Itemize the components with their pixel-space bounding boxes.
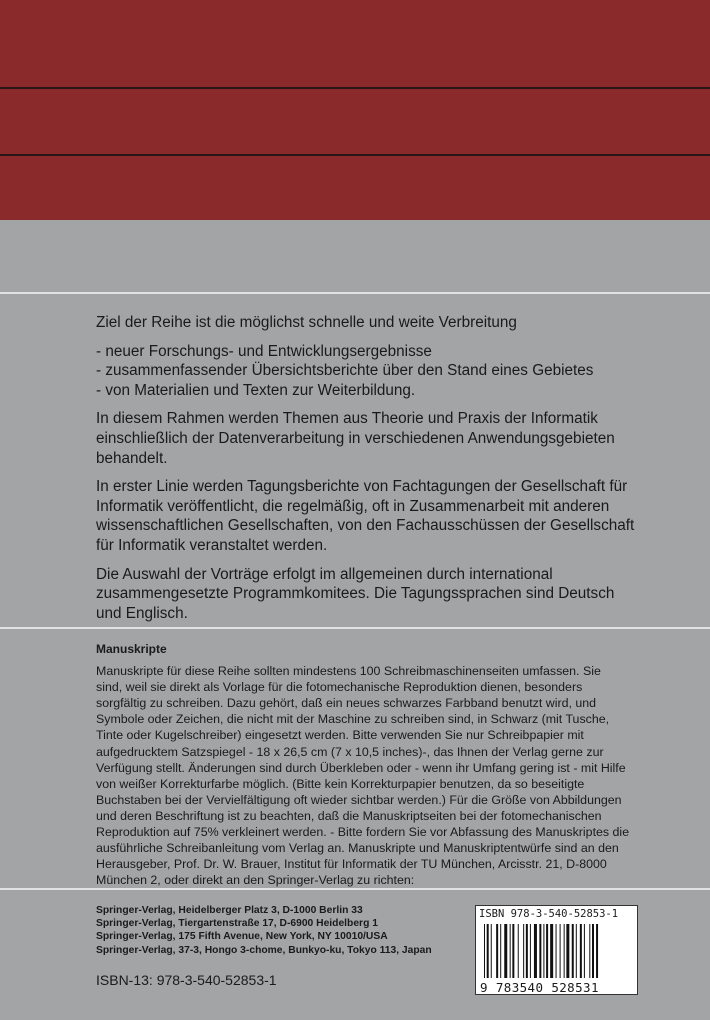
barcode-bar (560, 924, 561, 978)
intro-lead: Ziel der Reihe ist die möglichst schnelle und weite Verbreitung (96, 314, 517, 331)
barcode-isbn-text: ISBN 978-3-540-52853-1 (479, 908, 619, 920)
barcode-bar (592, 924, 594, 978)
isbn-barcode (475, 905, 638, 995)
barcode-bar (487, 924, 489, 978)
intro-bullet: - von Materialien und Texten zur Weiterbildung. (96, 381, 636, 401)
barcode-bar (526, 924, 528, 978)
barcode-bar (523, 924, 524, 978)
section-divider (0, 292, 710, 294)
manuscripts-heading: Manuskripte (96, 642, 167, 656)
series-description (96, 313, 636, 632)
barcode-bars (484, 924, 631, 978)
barcode-bar (484, 924, 485, 978)
address-line: Springer-Verlag, Tiergartenstraße 17, D-6900 Heidelberg 1 (96, 918, 378, 930)
barcode-bar (504, 924, 507, 978)
address-line: Springer-Verlag, 37-3, Hongo 3-chome, Bunkyo-ku, Tokyo 113, Japan (96, 944, 432, 956)
barcode-bar (539, 924, 541, 978)
barcode-bar (596, 924, 598, 978)
barcode-bar (510, 924, 511, 978)
address-line: Springer-Verlag, Heidelberger Platz 3, D-1000 Berlin 33 (96, 905, 363, 916)
barcode-bar (580, 924, 582, 978)
barcode-bar (496, 924, 498, 978)
barcode-bar (572, 924, 574, 978)
intro-bullet: - neuer Forschungs- und Entwicklungsergebnisse (96, 342, 636, 362)
barcode-bar (546, 924, 548, 978)
barcode-bar (589, 924, 590, 978)
band-rule (0, 87, 710, 89)
manuscripts-section (96, 641, 630, 888)
barcode-bar (584, 924, 585, 978)
isbn-13: ISBN-13: 978-3-540-52853-1 (96, 972, 277, 988)
band-rule (0, 154, 710, 156)
intro-paragraph: In diesem Rahmen werden Themen aus Theorie und Praxis der Informatik einschließlich der Datenverarbeitung in verschiedenen Anwendungsgebieten behandelt. (96, 410, 615, 467)
cover-band (0, 0, 710, 220)
intro-paragraph: Die Auswahl der Vorträge erfolgt im allgemeinen durch international zusammengesetzte Programmkomitees. Die Tagungssprachen sind Deutsch und Englisch. (96, 565, 615, 622)
barcode-digits: 9 783540 528531 (480, 980, 599, 995)
barcode-bar (491, 924, 492, 978)
barcode-bar (534, 924, 537, 978)
manuscripts-body: Manuskripte für diese Reihe sollten mindestens 100 Schreibmaschinenseiten umfassen. Sie sind, weil sie direkt als Vorlage für die fotomechanische Reproduktion dienen, besonders sorgfältig zu schreiben. Dazu gehört, daß ein neues schwarzes Farbband benutzt wird, und Symbole oder Zeichen, die nicht mit der Maschine zu schreiben sind, in Schwarz (mit Tusche, Tinte oder Kugelschreiber) eingesetzt werden. Bitte verwenden Sie nur Schreibpapier mit aufgedrucktem Satzspiegel - 18 x 26,5 cm (7 x 10,5 inches)-, das Ihnen der Verlag gerne zur Verfügung stellt. Änderungen sind durch Überkleben oder - wenn ihr Umfang gering ist - mit Hilfe von weißer Korrekturfarbe möglich. (Bitte kein Korrekturpapier benutzen, da so beseitigte Buchstaben bei der Vervielfältigung oft wieder sichtbar werden.) Für die Größe von Abbildungen und deren Beschriftung ist zu beachten, daß die Manuskriptseiten bei der fotomechanischen Reproduktion auf 75% verkleinert werden. - Bitte fordern Sie vor Abfassung des Manuskriptes die ausführliche Schreibanleitung vom Verlag an. Manuskripte und Manuskriptentwürfe sind an den Herausgeber, Prof. Dr. W. Brauer, Institut für Informatik der TU München, Arcisstr. 21, D-8000 München 2, oder direkt an den Springer-Verlag zu richten: (96, 664, 630, 888)
barcode-bar (576, 924, 577, 978)
barcode-bar (550, 924, 553, 978)
barcode-bar (518, 924, 519, 978)
barcode-bar (500, 924, 501, 978)
barcode-bar (556, 924, 557, 978)
barcode-bar (530, 924, 531, 978)
publisher-addresses (96, 904, 466, 957)
barcode-bar (512, 924, 514, 978)
barcode-bar (566, 924, 569, 978)
intro-bullet: - zusammenfassender Übersichtsberichte über den Stand eines Gebietes (96, 361, 636, 381)
address-line: Springer-Verlag, 175 Fifth Avenue, New York, NY 10010/USA (96, 931, 388, 943)
intro-bullet-list (96, 342, 636, 401)
intro-paragraph: In erster Linie werden Tagungsberichte von Fachtagungen der Gesellschaft für Informatik veröffentlicht, die regelmäßig, oft in Zusammenarbeit mit anderen wissenschaftlichen Gesellschaften, von den Fachausschüssen der Gesellschaft für Informatik veranstaltet werden. (96, 478, 635, 554)
barcode-bar (564, 924, 565, 978)
barcode-bar (543, 924, 544, 978)
